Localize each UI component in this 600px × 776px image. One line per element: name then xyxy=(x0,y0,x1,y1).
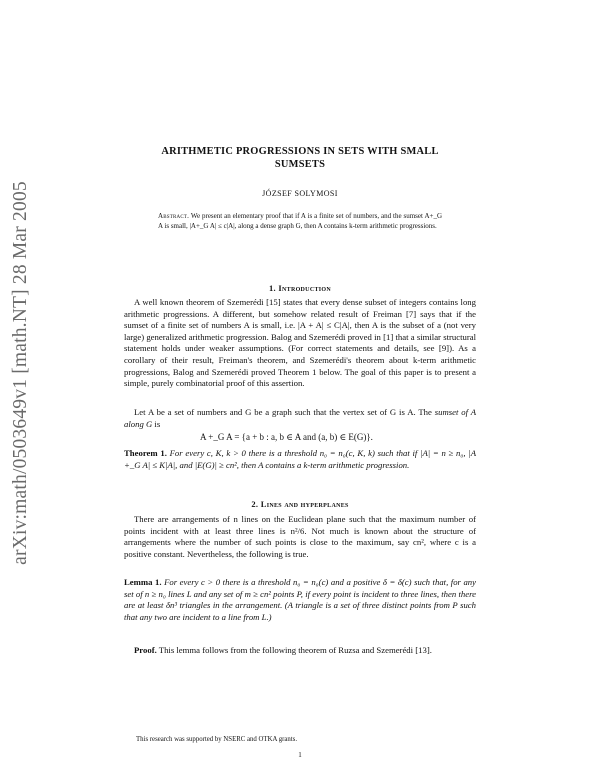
lemma-1-label: Lemma 1. xyxy=(124,577,162,587)
intro-paragraph-2-lead: Let A be a set of numbers and G be a graph such that the vertex set of G is A. The xyxy=(134,407,435,417)
section-2-heading xyxy=(124,499,476,509)
abstract-text: We present an elementary proof that if A is a finite set of numbers, and the sumset A+_G A is small, |A+_G A| ≤ c|A|, along a dense graph G, then A contains k-term arithmetic progressions. xyxy=(158,212,443,231)
title-line-1: ARITHMETIC PROGRESSIONS IN SETS WITH SMALL xyxy=(161,146,439,157)
section-2-paragraph-1-text: There are arrangements of n lines on the Euclidean plane such that the maximum number of points incident with at least three lines is n²/6. Not much is known about the structure of arrangements where the number of such points is close to the maximum, say cn², where c is a positive constant. Nevertheless, the following is true. xyxy=(124,514,476,559)
section-1-number: 1. xyxy=(268,283,276,293)
section-1-heading xyxy=(124,283,476,293)
title-line-2: SUMSETS xyxy=(274,159,326,170)
abstract-label: Abstract. xyxy=(158,212,190,220)
sumset-term: sumset of A along G xyxy=(124,407,476,429)
arxiv-sidebar-stamp xyxy=(5,153,37,593)
paper-title xyxy=(124,145,476,171)
section-1-title: Introduction xyxy=(278,283,331,293)
intro-paragraph-2-tail: is xyxy=(152,418,161,429)
section-2-title: Lines and hyperplanes xyxy=(260,499,349,509)
author-name: JÓZSEF SOLYMOSI xyxy=(262,189,338,198)
theorem-1-statement: For every c, K, k > 0 there is a threshold n₀ = n₀(c, K, k) such that if |A| = n ≥ n₀, |A +_G A| ≤ K|A|, and |E(G)| ≥ cn², then A contains a k-term arithmetic progression. xyxy=(124,448,476,470)
section-2-paragraph-1 xyxy=(124,514,476,560)
intro-paragraph-1 xyxy=(124,297,476,390)
page-number: 1 xyxy=(298,751,302,759)
theorem-1 xyxy=(124,448,476,471)
footnote: This research was supported by NSERC and OTKA grants. xyxy=(136,736,298,743)
intro-paragraph-2 xyxy=(124,407,476,430)
proof-text: This lemma follows from the following theorem of Ruzsa and Szemerédi [13]. xyxy=(158,645,432,655)
proof-label: Proof. xyxy=(134,645,157,655)
proof-paragraph xyxy=(124,645,476,657)
intro-paragraph-1-text: A well known theorem of Szemerédi [15] states that every dense subset of integers contains long arithmetic progressions. A different, but somehow related result of Freiman [7] says that if the sumset of a finite set of numbers A is small, i.e. |A + A| ≤ C|A|, then A is the subset of a (not very large) generalized arithmetic progression. Balog and Szemerédi proved in [1] that a similar structural statement holds under weaker assumptions. (For correct statements and details, see [9]). As a corollary of their result, Freiman's theorem, and Szemerédi's theorem about k-term arithmetic progressions, Balog and Szemerédi proved Theorem 1 below. The goal of this paper is to present a simple, purely combinatorial proof of this assertion. xyxy=(124,297,476,389)
arxiv-identifier: arXiv:math/0503649v1 [math.NT] 28 Mar 2005 xyxy=(10,181,31,565)
theorem-1-label: Theorem 1. xyxy=(124,448,167,458)
abstract xyxy=(158,211,442,232)
section-2-number: 2. xyxy=(251,499,259,509)
sumset-definition-formula: A +_G A = {a + b : a, b ∈ A and (a, b) ∈ E(G)}. xyxy=(200,432,373,442)
lemma-1 xyxy=(124,577,476,623)
lemma-1-statement: For every c > 0 there is a threshold n₀ = n₀(c) and a positive δ = δ(c) such that, for any set of n ≥ n₀ lines L and any set of m ≥ cn² points P, if every point is incident to three lines, then there are at least δn³ triangles in the arrangement. (A triangle is a set of three distinct points from P such that any two are incident to a line from L.) xyxy=(124,577,477,622)
